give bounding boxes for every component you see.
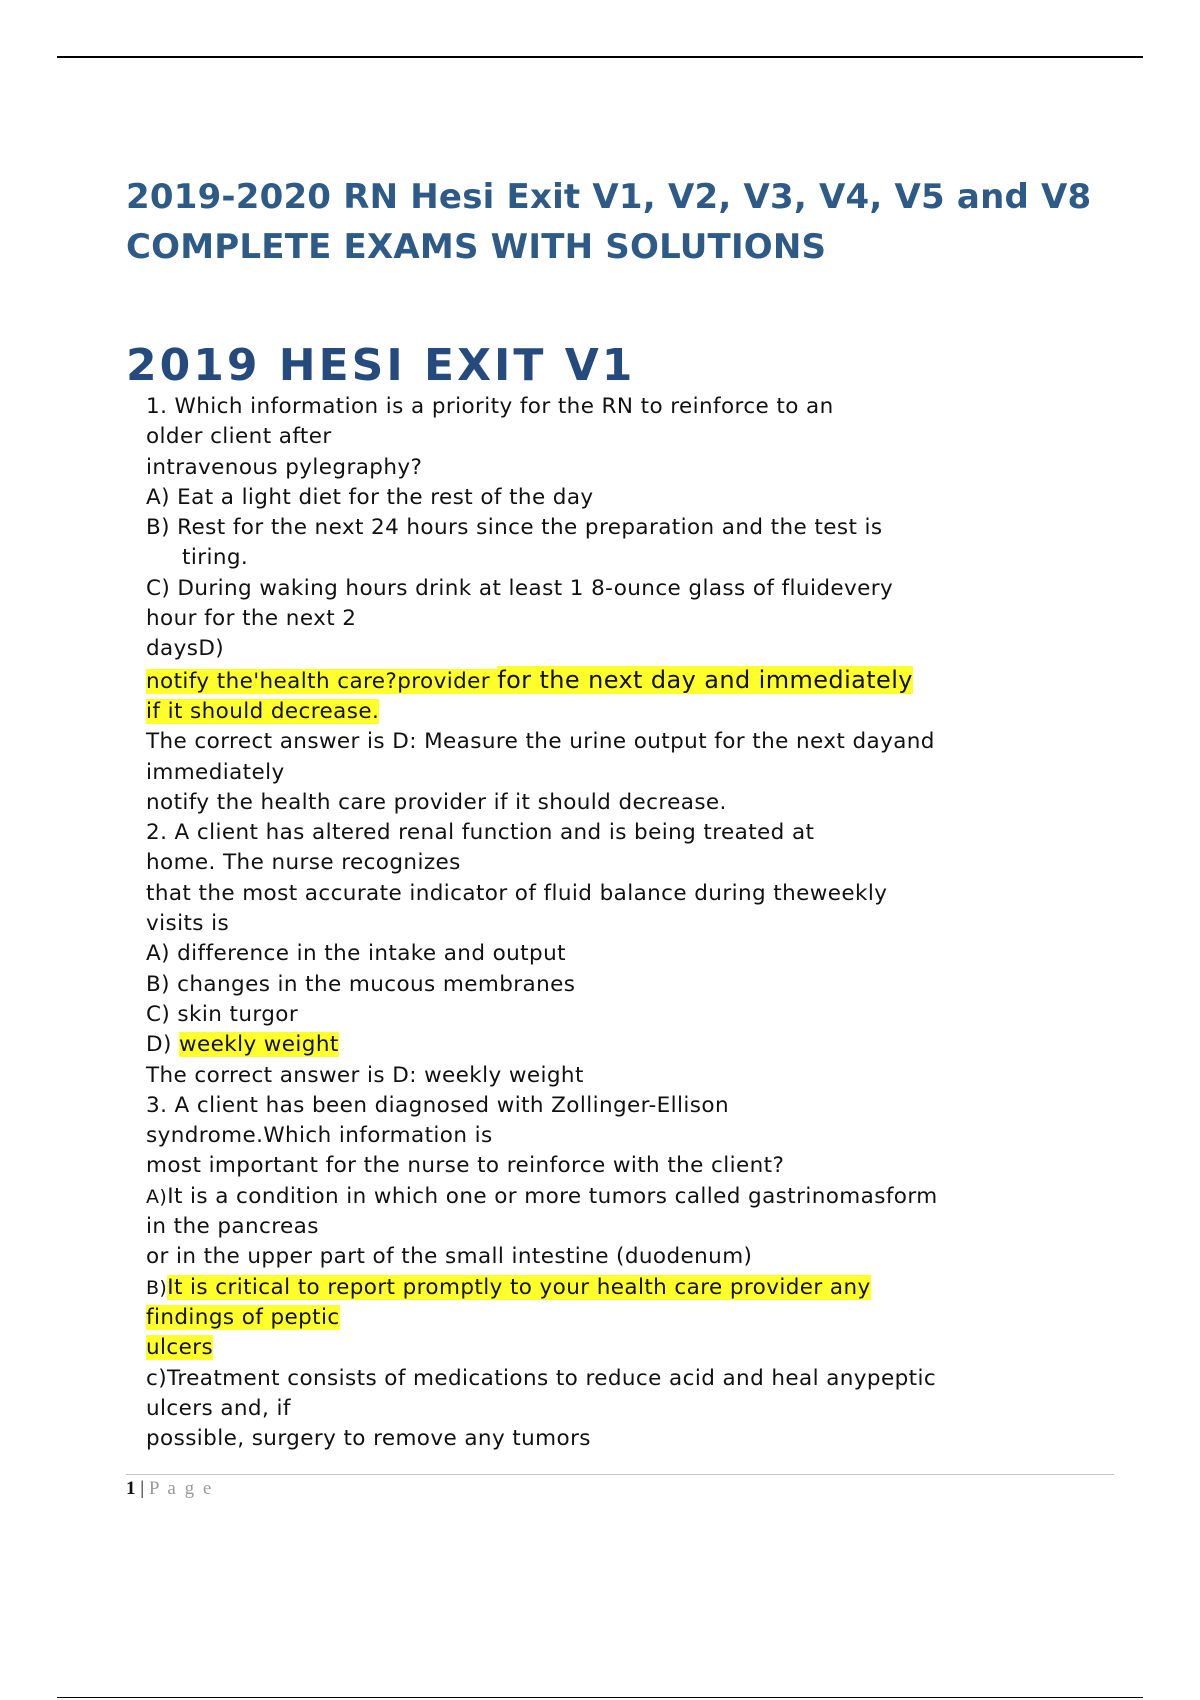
- question-3-stem-line: syndrome.Which information is: [146, 1123, 493, 1149]
- option-label: D): [146, 1032, 179, 1058]
- page-number: 1: [126, 1478, 136, 1499]
- document-title-line-1: 2019-2020 RN Hesi Exit V1, V2, V3, V4, V5 and V8: [126, 177, 1092, 217]
- question-2-stem-line: that the most accurate indicator of fluid balance during theweekly: [146, 880, 888, 906]
- exam-body: [146, 392, 1076, 1454]
- page-label: P a g e: [148, 1478, 214, 1499]
- question-3-stem-line: 3. A client has been diagnosed with Zollinger-Ellison: [146, 1092, 729, 1118]
- question-3-option-c-continued: possible, surgery to remove any tumors: [146, 1426, 591, 1452]
- question-1-stem-line: 1. Which information is a priority for the RN to reinforce to an: [146, 394, 834, 419]
- question-3-option-a-continued: or in the upper part of the small intestine (duodenum): [146, 1244, 753, 1270]
- question-3-option-c: c)Treatment consists of medications to reduce acid and heal anypeptic: [146, 1365, 937, 1391]
- footer-separator: |: [135, 1478, 149, 1499]
- question-1: [146, 392, 1076, 818]
- option-label: B): [146, 1276, 168, 1299]
- question-2-stem-line: home. The nurse recognizes: [146, 850, 461, 876]
- question-3-option-a-continued: in the pancreas: [146, 1214, 319, 1240]
- option-label: A): [146, 1185, 168, 1208]
- bottom-rule: [57, 1697, 1143, 1698]
- highlighted-answer: if it should decrease.: [146, 698, 380, 724]
- question-1-answer: The correct answer is D: Measure the urine output for the next dayand: [146, 729, 935, 755]
- question-2-answer: The correct answer is D: weekly weight: [146, 1062, 584, 1088]
- question-3-option-b-continued: [146, 1333, 1076, 1363]
- question-3-option-a: [146, 1182, 1076, 1212]
- question-1-option-c: C) During waking hours drink at least 1 8-ounce glass of fluidevery: [146, 575, 894, 601]
- question-2-option-d: [146, 1030, 1076, 1060]
- question-1-answer-continued: immediately: [146, 759, 285, 785]
- question-1-answer-continued: notify the health care provider if it should decrease.: [146, 789, 727, 815]
- question-1-option-c-continued: hour for the next 2: [146, 606, 357, 632]
- question-1-option-b-continued: tiring.: [182, 545, 249, 571]
- document-title: [126, 172, 1126, 272]
- question-2-stem-line: visits is: [146, 911, 230, 937]
- option-text: It is a condition in which one or more tumors called gastrinomasform: [167, 1183, 938, 1209]
- footer-rule: [126, 1474, 1114, 1475]
- highlighted-answer: of peptic: [234, 1304, 340, 1330]
- document-title-line-2: COMPLETE EXAMS WITH SOLUTIONS: [126, 227, 827, 267]
- section-heading: 2019 HESI EXIT V1: [126, 340, 636, 391]
- top-rule: [57, 56, 1143, 58]
- highlighted-answer: weekly weight: [178, 1032, 339, 1058]
- question-3-option-b: [146, 1273, 1076, 1303]
- highlighted-answer: for the next day and immediately: [497, 665, 913, 694]
- question-2-stem-line: 2. A client has altered renal function and is being treated at: [146, 820, 815, 846]
- question-1-stem-line: older client after: [146, 424, 332, 450]
- question-3-option-c-continued: ulcers and, if: [146, 1395, 291, 1421]
- question-2-option-b: B) changes in the mucous membranes: [146, 971, 576, 997]
- question-1-option-b: B) Rest for the next 24 hours since the preparation and the test is: [146, 515, 883, 541]
- question-1-option-a: A) Eat a light diet for the rest of the day: [146, 484, 594, 510]
- question-3: [146, 1091, 1076, 1455]
- question-1-option-d: [146, 665, 1076, 697]
- question-2-option-c: C) skin turgor: [146, 1001, 299, 1027]
- question-3-option-b-continued: [146, 1303, 1076, 1333]
- highlighted-answer: notify the'health care?provider: [146, 668, 498, 694]
- question-3-stem-line: most important for the nurse to reinforce with the client?: [146, 1153, 785, 1179]
- question-1-option-d-continued: [146, 697, 1076, 727]
- page-footer: [126, 1478, 213, 1500]
- highlighted-answer: It is critical to report promptly to your health care provider any: [167, 1274, 871, 1300]
- question-2-option-a: A) difference in the intake and output: [146, 941, 566, 967]
- question-1-option-c-continued: daysD): [146, 636, 225, 662]
- highlighted-answer: ulcers: [146, 1335, 214, 1361]
- highlighted-answer: findings: [146, 1304, 235, 1330]
- question-2: [146, 818, 1076, 1091]
- question-1-stem-line: intravenous pylegraphy?: [146, 454, 423, 480]
